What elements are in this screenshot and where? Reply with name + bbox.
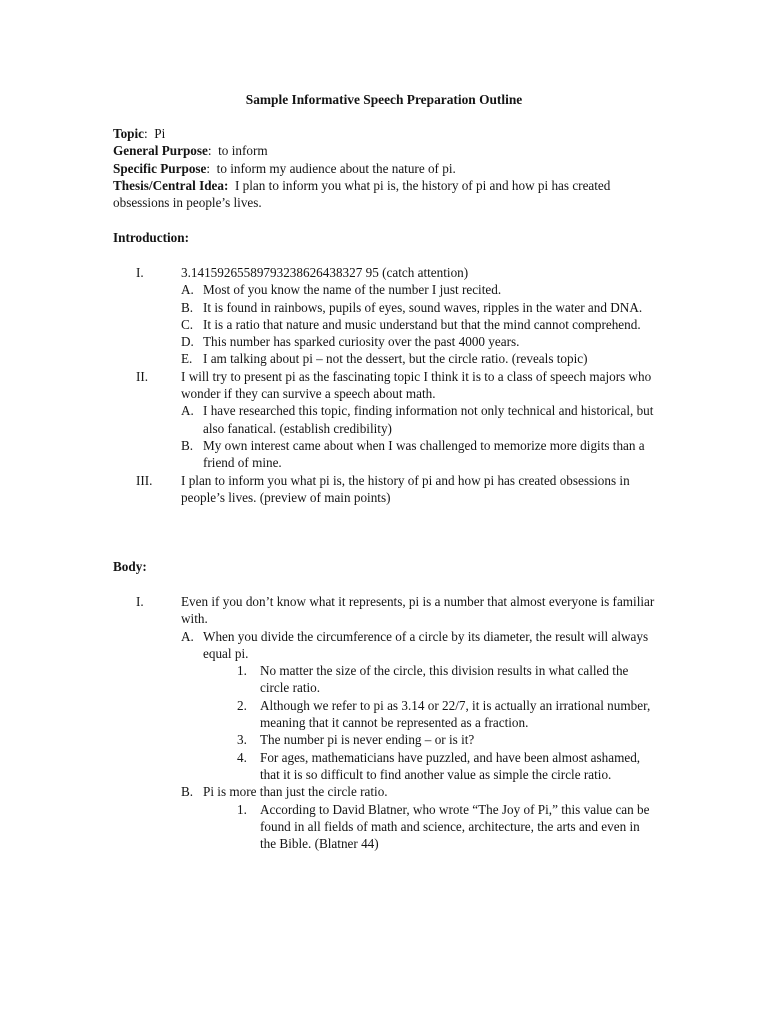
intro-subpoint bbox=[113, 350, 658, 367]
introduction-outline bbox=[113, 264, 658, 506]
intro-subpoint bbox=[113, 437, 658, 472]
topic-separator: : bbox=[144, 126, 155, 141]
body-detail-point bbox=[113, 801, 658, 853]
outline-text: 3.14159265589793238626438327 95 (catch attention) bbox=[181, 265, 469, 280]
outline-text: For ages, mathematicians have puzzled, and have been almost ashamed, that it is so difficult to find another value as simple the circle ratio. bbox=[260, 749, 641, 782]
thesis-value: I plan to inform you what pi is, the history of pi and how pi has created obsessions in people’s lives. bbox=[113, 177, 614, 211]
body-subpoint bbox=[113, 628, 658, 663]
thesis-line bbox=[113, 177, 658, 212]
outline-marker: B. bbox=[181, 299, 194, 315]
outline-marker: C. bbox=[181, 316, 194, 332]
intro-main-point-3 bbox=[113, 472, 658, 507]
intro-subpoint bbox=[113, 281, 658, 298]
topic-line bbox=[113, 125, 658, 142]
intro-subpoint bbox=[113, 316, 658, 333]
topic-value: Pi bbox=[154, 126, 166, 141]
general-purpose-value: to inform bbox=[218, 143, 268, 159]
specific-purpose-value: to inform my audience about the nature of pi. bbox=[216, 160, 456, 176]
body-detail-point bbox=[113, 697, 658, 732]
outline-text: It is found in rainbows, pupils of eyes, sound waves, ripples in the water and DNA. bbox=[203, 299, 643, 315]
body-outline bbox=[113, 593, 658, 852]
outline-text: According to David Blatner, who wrote “The Joy of Pi,” this value can be found in all fields of math and science, architecture, the arts and even in the Bible. (Blatner 44) bbox=[260, 801, 650, 852]
intro-subpoint bbox=[113, 402, 658, 437]
thesis-label: Thesis/Central Idea: bbox=[113, 177, 229, 193]
outline-text: Although we refer to pi as 3.14 or 22/7, it is actually an irrational number, meaning that it cannot be represented as a fraction. bbox=[260, 697, 651, 731]
outline-marker: A. bbox=[181, 628, 194, 644]
outline-text: No matter the size of the circle, this division results in what called the circle ratio. bbox=[260, 663, 629, 696]
outline-marker: 4. bbox=[237, 749, 247, 765]
intro-main-point-1 bbox=[113, 264, 658, 281]
document-title: Sample Informative Speech Preparation Outline bbox=[245, 92, 523, 107]
outline-marker: 2. bbox=[237, 697, 247, 713]
introduction-heading: Introduction: bbox=[113, 230, 189, 245]
general-purpose-separator: : bbox=[207, 143, 219, 159]
outline-marker: I. bbox=[136, 265, 144, 280]
specific-purpose-separator: : bbox=[206, 160, 217, 176]
intro-main-point-2 bbox=[113, 368, 658, 403]
outline-marker: 3. bbox=[237, 732, 247, 748]
outline-text: Pi is more than just the circle ratio. bbox=[203, 784, 388, 800]
outline-marker: 1. bbox=[237, 663, 247, 679]
outline-marker: A. bbox=[181, 282, 194, 298]
outline-marker: D. bbox=[181, 334, 194, 350]
outline-text: This number has sparked curiosity over the past 4000 years. bbox=[203, 334, 520, 350]
specific-purpose-line bbox=[113, 160, 658, 177]
outline-text: Most of you know the name of the number I just recited. bbox=[203, 282, 502, 298]
outline-marker: II. bbox=[136, 368, 149, 384]
outline-text: I will try to present pi as the fascinating topic I think it is to a class of speech majors who wonder if they can survive a speech about math. bbox=[181, 368, 652, 402]
body-main-point-1 bbox=[113, 593, 658, 628]
body-detail-point bbox=[113, 731, 658, 748]
outline-text: I plan to inform you what pi is, the history of pi and how pi has created obsessions in people’s lives. (preview of main points) bbox=[181, 472, 630, 505]
topic-label: Topic bbox=[113, 126, 145, 141]
intro-subpoint bbox=[113, 299, 658, 316]
outline-marker: E. bbox=[181, 351, 193, 367]
outline-text: When you divide the circumference of a circle by its diameter, the result will always equal pi. bbox=[203, 628, 649, 661]
outline-text: I am talking about pi – not the dessert, but the circle ratio. (reveals topic) bbox=[203, 351, 588, 367]
outline-text: The number pi is never ending – or is it? bbox=[260, 732, 475, 748]
speech-info-block bbox=[113, 125, 658, 211]
body-detail-point bbox=[113, 749, 658, 784]
outline-text: I have researched this topic, finding information not only technical and historical, but also fanatical. (establish credibility) bbox=[203, 403, 654, 436]
body-heading: Body: bbox=[113, 559, 147, 574]
specific-purpose-label: Specific Purpose bbox=[113, 160, 207, 176]
outline-text: It is a ratio that nature and music understand but that the mind cannot comprehend. bbox=[203, 316, 641, 332]
general-purpose-label: General Purpose bbox=[113, 143, 208, 159]
outline-marker: B. bbox=[181, 784, 194, 800]
outline-marker: III. bbox=[136, 472, 153, 488]
outline-marker: B. bbox=[181, 437, 194, 453]
outline-marker: A. bbox=[181, 403, 194, 419]
body-detail-point bbox=[113, 662, 658, 697]
general-purpose-line bbox=[113, 142, 658, 159]
outline-text: My own interest came about when I was challenged to memorize more digits than a friend of mine. bbox=[203, 437, 645, 471]
body-subpoint bbox=[113, 783, 658, 800]
intro-subpoint bbox=[113, 333, 658, 350]
outline-marker: I. bbox=[136, 594, 144, 609]
outline-text: Even if you don’t know what it represents, pi is a number that almost everyone is familiar with. bbox=[181, 594, 655, 627]
outline-marker: 1. bbox=[237, 801, 247, 817]
